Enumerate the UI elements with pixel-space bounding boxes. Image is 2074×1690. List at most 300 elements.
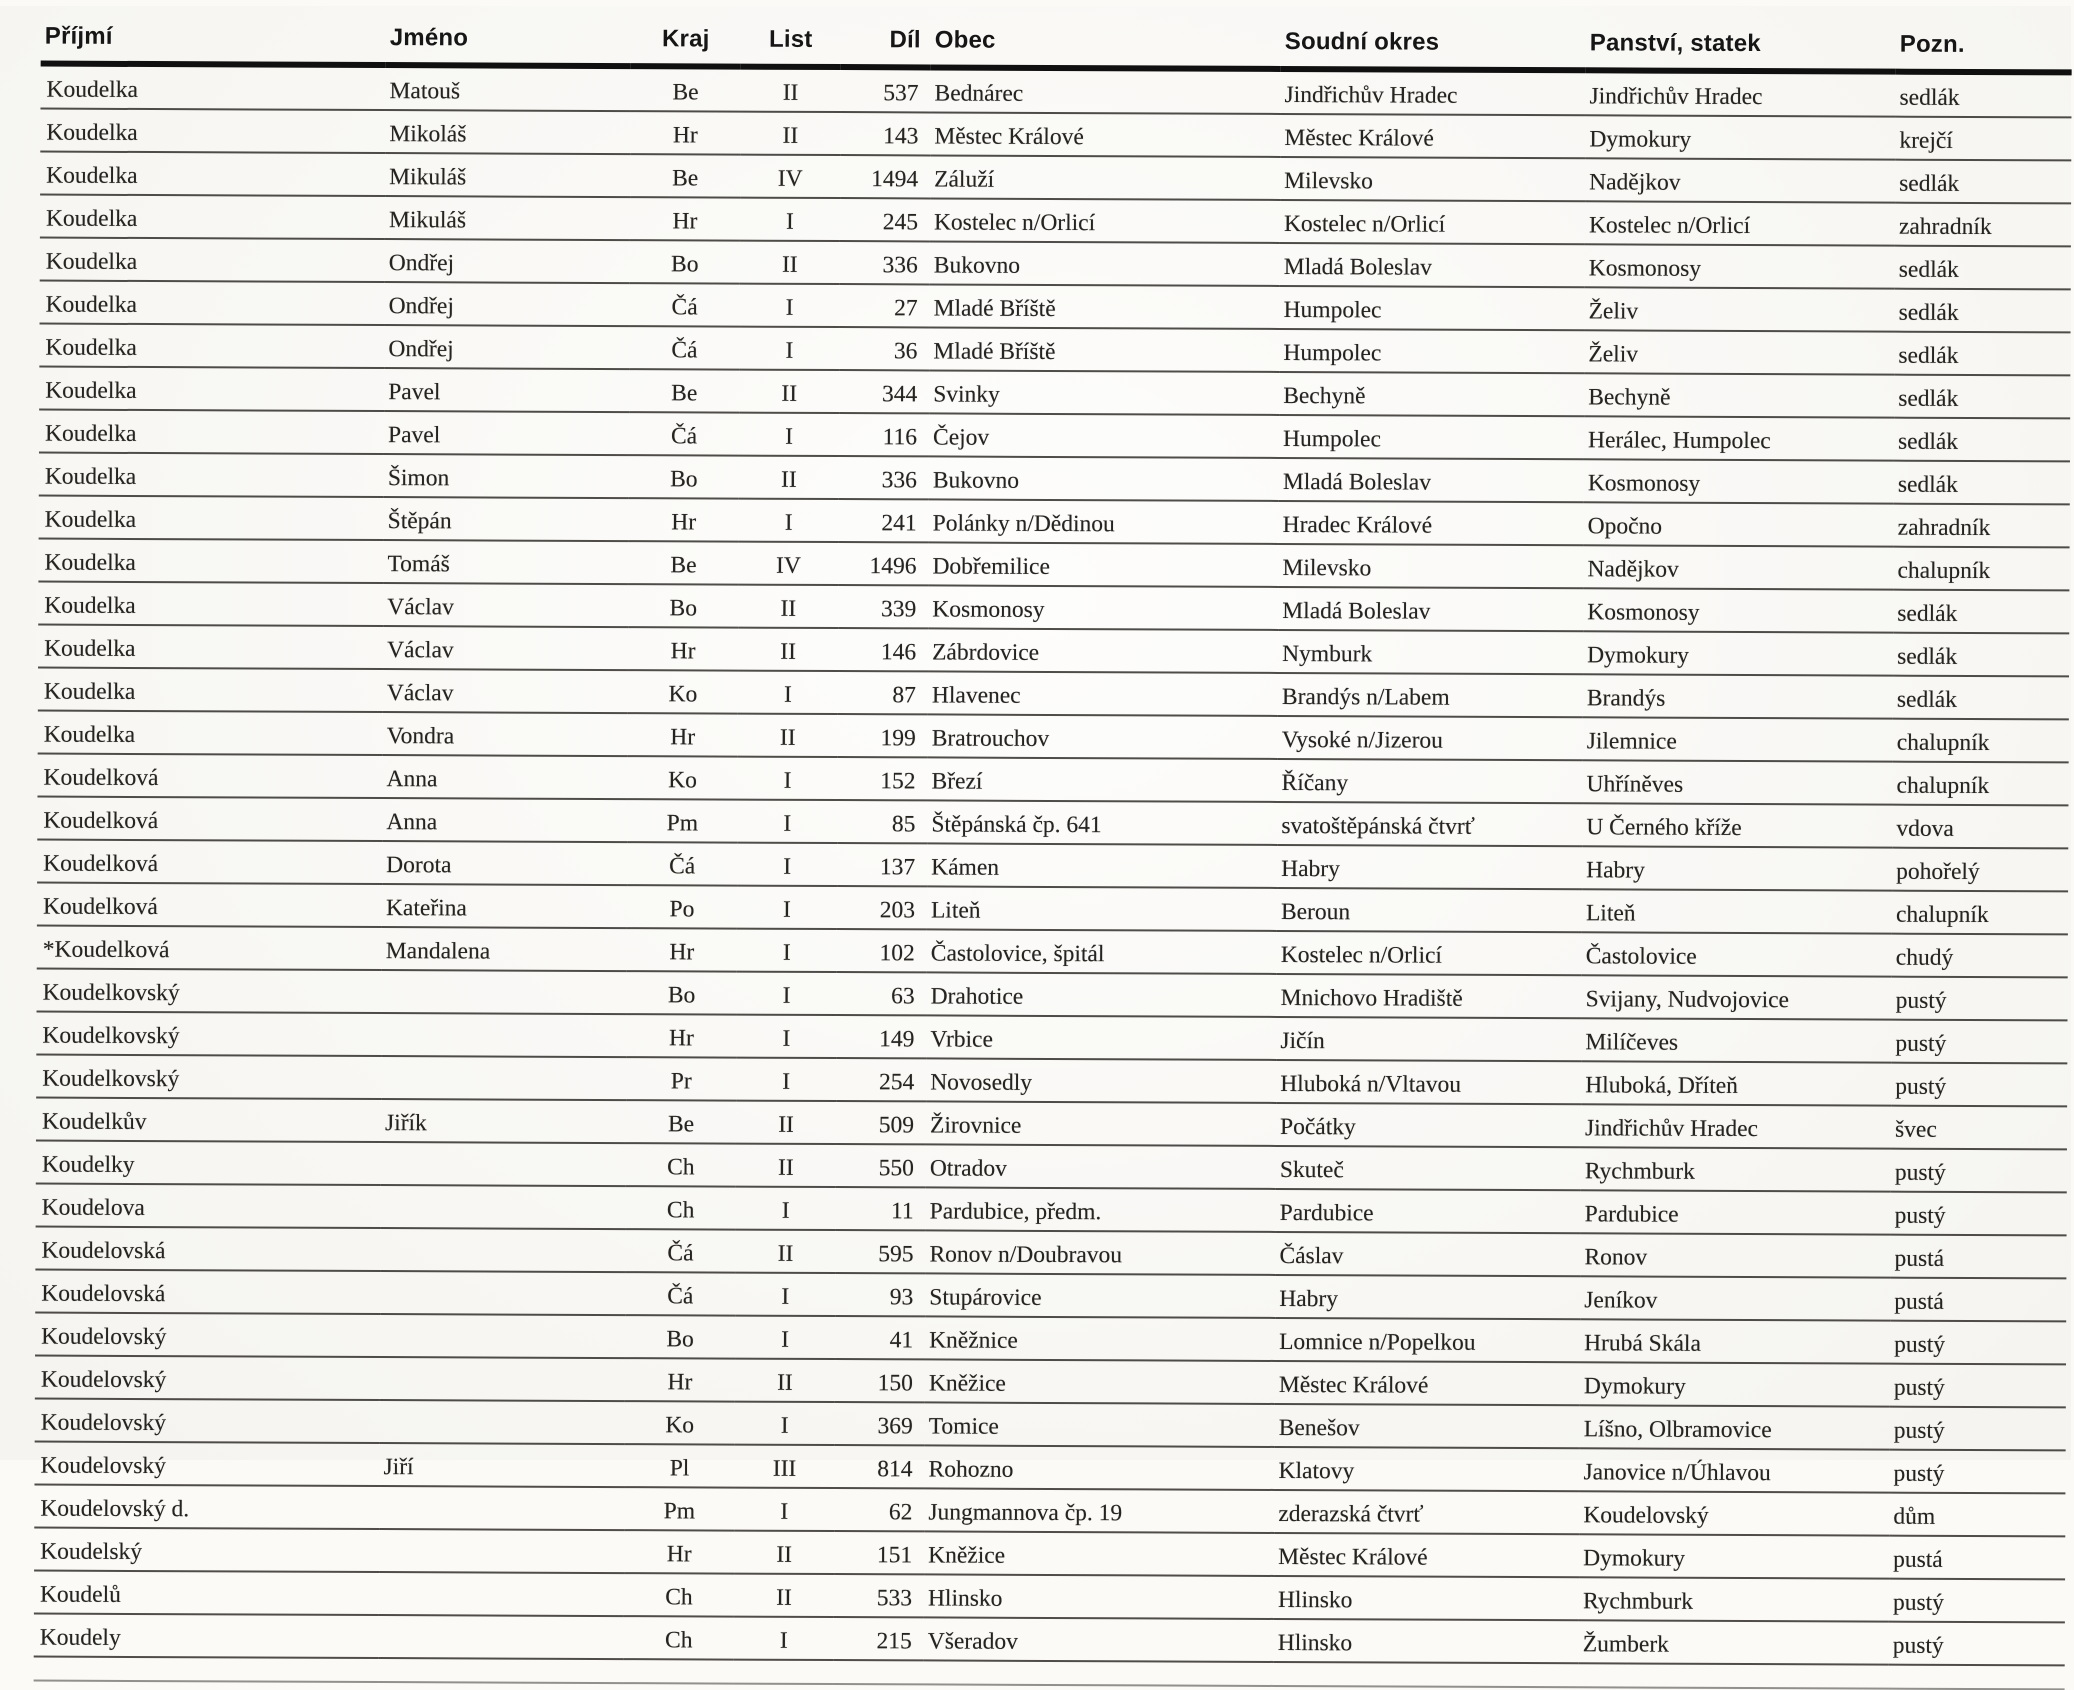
cell-pozn: sedlák	[1895, 289, 2071, 333]
cell-surname: Koudelů	[34, 1571, 379, 1616]
header-obec: Obec	[931, 6, 1281, 69]
cell-list: I	[737, 972, 837, 1015]
cell-okres: Habry	[1275, 1275, 1580, 1319]
cell-kraj: Hr	[629, 498, 739, 541]
cell-obec: Otradov	[926, 1144, 1276, 1189]
cell-dil: 814	[834, 1445, 924, 1488]
cell-dil: 369	[835, 1402, 925, 1445]
cell-surname: Koudelka	[40, 152, 385, 197]
cell-surname: Koudelková	[37, 797, 382, 842]
cell-okres: Hradec Králové	[1279, 501, 1584, 545]
cell-list: III	[734, 1445, 834, 1488]
cell-okres: Kostelec n/Orlicí	[1277, 931, 1582, 975]
cell-dil: 63	[837, 972, 927, 1015]
cell-obec: Polánky n/Dědinou	[929, 499, 1279, 544]
cell-name	[380, 1357, 625, 1401]
cell-name	[381, 1142, 626, 1186]
cell-name	[381, 1013, 626, 1057]
cell-panstvi: Janovice n/Úhlavou	[1579, 1448, 1889, 1492]
cell-panstvi: Jindřichův Hradec	[1581, 1104, 1891, 1148]
cell-dil: 215	[834, 1617, 924, 1660]
cell-surname: Koudelka	[39, 367, 384, 412]
cell-list: I	[736, 1058, 836, 1101]
cell-obec: Tomice	[925, 1402, 1275, 1447]
cell-surname: Koudelka	[39, 324, 384, 369]
cell-panstvi: Bechyně	[1584, 373, 1894, 417]
cell-kraj: Ch	[624, 1616, 734, 1659]
cell-name	[380, 1228, 625, 1272]
cell-dil: 62	[834, 1488, 924, 1531]
cell-surname: Koudelka	[38, 668, 383, 713]
cell-okres: Hluboká n/Vltavou	[1276, 1060, 1581, 1104]
cell-pozn: pustý	[1890, 1364, 2066, 1408]
cell-pozn: sedlák	[1894, 418, 2070, 462]
cell-kraj: Hr	[628, 627, 738, 670]
cell-kraj: Čá	[627, 842, 737, 885]
cell-name: Kateřina	[382, 884, 627, 928]
cell-pozn: pustý	[1890, 1321, 2066, 1365]
cell-panstvi: Dymokury	[1585, 115, 1895, 159]
cell-panstvi: Želiv	[1585, 287, 1895, 331]
cell-name: Ondřej	[385, 282, 630, 326]
cell-dil: 344	[839, 370, 929, 413]
cell-pozn: pustý	[1891, 1020, 2067, 1064]
cell-pozn: chalupník	[1893, 547, 2069, 591]
cell-panstvi: Dymokury	[1579, 1534, 1889, 1578]
cell-okres: Mladá Boleslav	[1279, 458, 1584, 502]
cell-surname: Koudelka	[40, 195, 385, 240]
cell-okres: Milevsko	[1280, 157, 1585, 201]
cell-list: I	[735, 1273, 835, 1316]
cell-pozn: sedlák	[1894, 461, 2070, 505]
header-dil: Díl	[841, 6, 931, 67]
cell-panstvi: Častolovice	[1582, 932, 1892, 976]
cell-kraj: Hr	[627, 928, 737, 971]
cell-obec: Bukovno	[929, 456, 1279, 501]
cell-panstvi: Jindřichův Hradec	[1585, 70, 1895, 116]
cell-kraj: Čá	[625, 1272, 735, 1315]
cell-okres: Jindřichův Hradec	[1280, 69, 1585, 115]
cell-obec: Dobřemilice	[928, 542, 1278, 587]
cell-kraj: Pm	[627, 799, 737, 842]
cell-dil: 143	[840, 112, 930, 155]
cell-obec: Novosedly	[926, 1058, 1276, 1103]
cell-name: Anna	[382, 755, 627, 799]
cell-pozn: sedlák	[1893, 633, 2069, 677]
cell-name	[379, 1529, 624, 1573]
cell-okres: Humpolec	[1280, 286, 1585, 330]
cell-surname: Koudelka	[40, 64, 385, 111]
cell-list: I	[734, 1617, 834, 1660]
cell-kraj: Čá	[629, 326, 739, 369]
cell-panstvi: Nadějkov	[1585, 158, 1895, 202]
cell-okres: Benešov	[1275, 1404, 1580, 1448]
cell-okres: Humpolec	[1279, 329, 1584, 373]
cell-pozn: sedlák	[1893, 676, 2069, 720]
cell-list: II	[736, 1144, 836, 1187]
table-body	[34, 64, 2072, 1690]
cell-okres: zderazská čtvrť	[1274, 1490, 1579, 1534]
cell-pozn: pustý	[1889, 1622, 2065, 1666]
cell-list: II	[734, 1531, 834, 1574]
cell-kraj: Bo	[630, 240, 740, 283]
cell-surname: Koudelkův	[36, 1098, 381, 1143]
cell-list: IV	[738, 542, 838, 585]
cell-obec: Vrbice	[926, 1015, 1276, 1060]
cell-kraj: Čá	[629, 412, 739, 455]
cell-list: I	[737, 757, 837, 800]
cell-okres: Městec Králové	[1274, 1533, 1579, 1577]
cell-dil: 11	[836, 1187, 926, 1230]
cell-kraj: Hr	[626, 1014, 736, 1057]
cell-name: Ondřej	[385, 239, 630, 283]
cell-obec: Svinky	[929, 370, 1279, 415]
cell-okres: Městec Králové	[1275, 1361, 1580, 1405]
register-table-container	[0, 2, 2074, 1690]
cell-panstvi: Brandýs	[1583, 674, 1893, 718]
cell-panstvi: Koudelovský	[1579, 1491, 1889, 1535]
cell-okres: Mladá Boleslav	[1280, 243, 1585, 287]
cell-name	[380, 1271, 625, 1315]
cell-panstvi: Dymokury	[1580, 1362, 1890, 1406]
cell-obec: Jungmannova čp. 19	[924, 1488, 1274, 1533]
cell-obec: Stupárovice	[925, 1273, 1275, 1318]
cell-obec: Pardubice, předm.	[926, 1187, 1276, 1232]
header-row	[41, 3, 2072, 73]
cell-dil: 509	[836, 1101, 926, 1144]
cell-list: I	[737, 929, 837, 972]
cell-okres: Mladá Boleslav	[1278, 587, 1583, 631]
cell-okres: Humpolec	[1279, 415, 1584, 459]
cell-dil: 245	[840, 198, 930, 241]
cell-pozn: chudý	[1892, 934, 2068, 978]
cell-okres: Mnichovo Hradiště	[1277, 974, 1582, 1018]
cell-panstvi: Jeníkov	[1580, 1276, 1890, 1320]
cell-dil: 150	[835, 1359, 925, 1402]
cell-list: I	[737, 886, 837, 929]
cell-name: Václav	[383, 669, 628, 713]
cell-kraj: Bo	[625, 1315, 735, 1358]
cell-list: II	[739, 456, 839, 499]
cell-list: II	[735, 1230, 835, 1273]
cell-panstvi: Hrubá Skála	[1580, 1319, 1890, 1363]
cell-kraj: Bo	[627, 971, 737, 1014]
cell-dil: 36	[839, 327, 929, 370]
cell-obec: Drahotice	[927, 972, 1277, 1017]
cell-surname: Koudelka	[38, 711, 383, 756]
cell-obec: Ronov n/Doubravou	[925, 1230, 1275, 1275]
cell-name: Pavel	[384, 368, 629, 412]
cell-obec: Březí	[927, 757, 1277, 802]
cell-okres: Klatovy	[1274, 1447, 1579, 1491]
cell-dil: 151	[834, 1531, 924, 1574]
cell-kraj: Čá	[630, 283, 740, 326]
cell-panstvi: Dymokury	[1583, 631, 1893, 675]
cell-okres: Hlinsko	[1274, 1576, 1579, 1620]
cell-surname: Koudelka	[39, 453, 384, 498]
cell-pozn: chalupník	[1893, 719, 2069, 763]
cell-name: Jiřík	[381, 1099, 626, 1143]
cell-surname: Koudelkovský	[36, 1055, 381, 1100]
cell-kraj: Pl	[624, 1444, 734, 1487]
cell-okres: Lomnice n/Popelkou	[1275, 1318, 1580, 1362]
cell-name: Mandalena	[382, 927, 627, 971]
cell-list: I	[739, 327, 839, 370]
cell-surname: Koudelova	[36, 1184, 381, 1229]
cell-list: I	[735, 1402, 835, 1445]
cell-name: Anna	[382, 798, 627, 842]
cell-name: Matouš	[385, 65, 630, 111]
cell-name: Ondřej	[384, 325, 629, 369]
cell-obec: Všeradov	[924, 1617, 1274, 1662]
cell-surname: Koudelovská	[35, 1227, 380, 1272]
cell-surname: Koudelka	[40, 281, 385, 326]
cell-obec: Mladé Bříště	[929, 327, 1279, 372]
cell-list: I	[739, 413, 839, 456]
cell-dil: 146	[838, 628, 928, 671]
cell-list: I	[738, 671, 838, 714]
cell-surname: Koudelovský	[34, 1442, 379, 1487]
cell-kraj: Ko	[628, 670, 738, 713]
cell-pozn: pustý	[1891, 1063, 2067, 1107]
cell-okres: svatoštěpánská čtvrť	[1277, 802, 1582, 846]
cell-panstvi: Rychmburk	[1579, 1577, 1889, 1621]
cell-dil: 537	[840, 67, 930, 112]
cell-name	[381, 1056, 626, 1100]
cell-pozn: pustý	[1892, 977, 2068, 1021]
cell-list: II	[739, 370, 839, 413]
cell-panstvi: Hluboká, Dříteň	[1581, 1061, 1891, 1105]
cell-okres: Říčany	[1277, 759, 1582, 803]
cell-dil: 152	[837, 757, 927, 800]
cell-list: II	[740, 112, 840, 155]
cell-pozn: sedlák	[1895, 160, 2071, 204]
cell-obec: Liteň	[927, 886, 1277, 931]
cell-panstvi: U Černého kříže	[1582, 803, 1892, 847]
cell-surname: Koudelovský d.	[34, 1485, 379, 1530]
cell-dil: 41	[835, 1316, 925, 1359]
cell-dil: 116	[839, 413, 929, 456]
header-jmeno: Jméno	[386, 4, 631, 66]
cell-kraj: Ch	[626, 1143, 736, 1186]
cell-surname: Koudelovský	[35, 1356, 380, 1401]
cell-list: II	[738, 714, 838, 757]
cell-surname: Koudelka	[40, 238, 385, 283]
cell-list: II	[735, 1359, 835, 1402]
cell-pozn: chalupník	[1892, 891, 2068, 935]
cell-name	[379, 1572, 624, 1616]
cell-kraj: Po	[627, 885, 737, 928]
cell-surname: Koudelkovský	[36, 1012, 381, 1057]
cell-list: I	[740, 198, 840, 241]
cell-panstvi: Želiv	[1584, 330, 1894, 374]
cell-obec: Záluží	[930, 155, 1280, 200]
cell-okres: Městec Králové	[1280, 114, 1585, 158]
cell-kraj: Ch	[624, 1573, 734, 1616]
cell-obec: Kněžnice	[925, 1316, 1275, 1361]
cell-pozn: pustá	[1890, 1278, 2066, 1322]
cell-name: Mikuláš	[385, 153, 630, 197]
cell-obec: Hlavenec	[928, 671, 1278, 716]
cell-okres: Hlinsko	[1274, 1619, 1579, 1663]
cell-name: Vondra	[383, 712, 628, 756]
cell-list: I	[739, 499, 839, 542]
cell-okres: Habry	[1277, 845, 1582, 889]
header-prijmi: Příjmí	[41, 3, 386, 66]
cell-list: I	[737, 843, 837, 886]
cell-list: II	[740, 241, 840, 284]
cell-obec: Kosmonosy	[928, 585, 1278, 630]
cell-name: Štěpán	[384, 497, 629, 541]
cell-dil: 336	[840, 241, 930, 284]
cell-kraj: Čá	[625, 1229, 735, 1272]
cell-panstvi: Opočno	[1584, 502, 1894, 546]
cell-pozn: sedlák	[1895, 72, 2071, 118]
cell-kraj: Hr	[625, 1358, 735, 1401]
cell-obec: Čejov	[929, 413, 1279, 458]
cell-obec: Hlinsko	[924, 1574, 1274, 1619]
cell-name	[380, 1400, 625, 1444]
cell-dil: 93	[835, 1273, 925, 1316]
cell-panstvi: Habry	[1582, 846, 1892, 890]
cell-okres: Kostelec n/Orlicí	[1280, 200, 1585, 244]
cell-list: I	[736, 1187, 836, 1230]
cell-dil: 1496	[838, 542, 928, 585]
cell-surname: Koudelky	[36, 1141, 381, 1186]
cell-name: Pavel	[384, 411, 629, 455]
cell-okres: Brandýs n/Labem	[1278, 673, 1583, 717]
cell-surname: Koudelovský	[35, 1313, 380, 1358]
cell-dil: 550	[836, 1144, 926, 1187]
cell-name	[379, 1486, 624, 1530]
cell-panstvi: Žumberk	[1579, 1620, 1889, 1664]
cell-list: I	[736, 1015, 836, 1058]
cell-list: II	[738, 628, 838, 671]
cell-kraj: Hr	[630, 111, 740, 154]
cell-name: Jiří	[379, 1443, 624, 1487]
cell-list: II	[736, 1101, 836, 1144]
cell-pozn: chalupník	[1892, 762, 2068, 806]
cell-surname: Koudelka	[40, 109, 385, 154]
cell-pozn: pustý	[1891, 1192, 2067, 1236]
cell-panstvi: Kosmonosy	[1583, 588, 1893, 632]
cell-pozn: pustý	[1889, 1450, 2065, 1494]
cell-pozn: zahradník	[1894, 504, 2070, 548]
cell-panstvi: Kosmonosy	[1585, 244, 1895, 288]
cell-pozn: pohořelý	[1892, 848, 2068, 892]
cell-obec: Rohozno	[924, 1445, 1274, 1490]
cell-name	[381, 1185, 626, 1229]
cell-list: I	[737, 800, 837, 843]
cell-surname: Koudely	[34, 1614, 379, 1659]
cell-obec: Kostelec n/Orlicí	[930, 198, 1280, 243]
cell-obec: Štěpánská čp. 641	[927, 800, 1277, 845]
cell-surname: Koudelka	[38, 582, 383, 627]
cell-panstvi: Nadějkov	[1583, 545, 1893, 589]
cell-obec: Kámen	[927, 843, 1277, 888]
cell-list: IV	[740, 155, 840, 198]
cell-surname: Koudelková	[37, 883, 382, 928]
cell-okres: Počátky	[1276, 1103, 1581, 1147]
cell-name: Šimon	[384, 454, 629, 498]
cell-name	[380, 1314, 625, 1358]
cell-pozn: pustý	[1889, 1579, 2065, 1623]
cell-dil: 1494	[840, 155, 930, 198]
cell-name: Tomáš	[383, 540, 628, 584]
cell-kraj: Be	[630, 154, 740, 197]
cell-kraj: Be	[630, 66, 740, 111]
cell-dil: 87	[838, 671, 928, 714]
cell-pozn: dům	[1889, 1493, 2065, 1537]
table-header	[41, 3, 2072, 73]
cell-list: II	[738, 585, 838, 628]
cell-panstvi: Uhříněves	[1582, 760, 1892, 804]
cell-kraj: Be	[626, 1100, 736, 1143]
cell-okres: Milevsko	[1278, 544, 1583, 588]
cell-okres: Bechyně	[1279, 372, 1584, 416]
cell-dil: 595	[835, 1230, 925, 1273]
cell-obec: Bukovno	[930, 241, 1280, 286]
cell-pozn: pustý	[1890, 1407, 2066, 1451]
cell-obec: Častolovice, špitál	[927, 929, 1277, 974]
cell-dil: 199	[838, 714, 928, 757]
cell-surname: Koudelský	[34, 1528, 379, 1573]
cell-surname: Koudelka	[38, 539, 383, 584]
cell-panstvi: Pardubice	[1581, 1190, 1891, 1234]
cell-kraj: Hr	[630, 197, 740, 240]
cell-panstvi: Rychmburk	[1581, 1147, 1891, 1191]
cell-surname: Koudelka	[39, 496, 384, 541]
cell-surname: Koudelovský	[35, 1399, 380, 1444]
cell-obec: Zábrdovice	[928, 628, 1278, 673]
surname-register-table	[34, 3, 2072, 1690]
cell-list: I	[740, 284, 840, 327]
cell-dil: 533	[834, 1574, 924, 1617]
cell-okres: Nymburk	[1278, 630, 1583, 674]
header-kraj: Kraj	[631, 5, 741, 66]
cell-obec: Bednárec	[930, 67, 1280, 114]
cell-pozn: vdova	[1892, 805, 2068, 849]
cell-name: Václav	[383, 626, 628, 670]
cell-obec: Kněžice	[924, 1531, 1274, 1576]
cell-name: Dorota	[382, 841, 627, 885]
cell-okres: Čáslav	[1275, 1232, 1580, 1276]
scanned-page	[0, 6, 2071, 1659]
cell-okres: Skuteč	[1276, 1146, 1581, 1190]
cell-name: Václav	[383, 583, 628, 627]
header-pozn: Pozn.	[1896, 11, 2072, 73]
cell-pozn: švec	[1891, 1106, 2067, 1150]
cell-surname: Koudelkovský	[37, 969, 382, 1014]
header-list: List	[741, 6, 841, 67]
cell-kraj: Ch	[626, 1186, 736, 1229]
cell-kraj: Hr	[624, 1530, 734, 1573]
cell-surname: Koudelovská	[35, 1270, 380, 1315]
cell-name	[382, 970, 627, 1014]
cell-pozn: krejčí	[1895, 117, 2071, 161]
cell-pozn: zahradník	[1895, 203, 2071, 247]
cell-panstvi: Liteň	[1582, 889, 1892, 933]
cell-pozn: sedlák	[1894, 375, 2070, 419]
cell-dil: 27	[840, 284, 930, 327]
cell-dil: 203	[837, 886, 927, 929]
cell-dil: 336	[839, 456, 929, 499]
cell-kraj: Ko	[625, 1401, 735, 1444]
cell-obec: Žirovnice	[926, 1101, 1276, 1146]
cell-panstvi: Kostelec n/Orlicí	[1585, 201, 1895, 245]
cell-pozn: sedlák	[1893, 590, 2069, 634]
cell-list: II	[734, 1574, 834, 1617]
